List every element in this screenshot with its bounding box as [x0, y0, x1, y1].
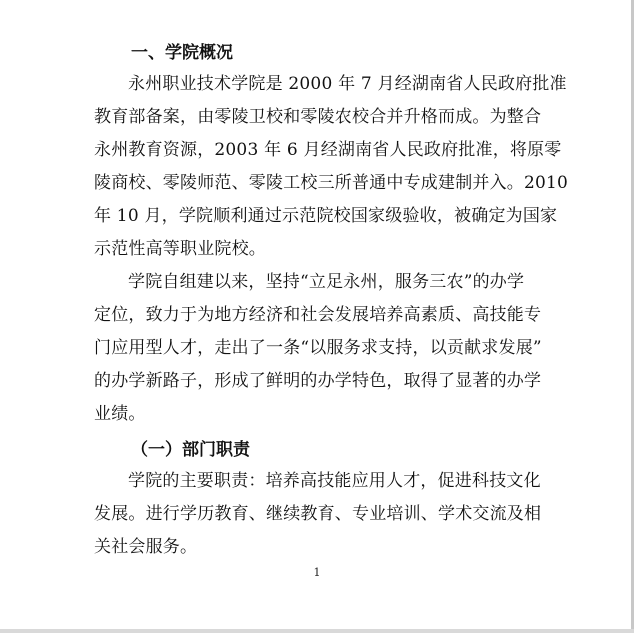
paragraph-line: 发展。进行学历教育、继续教育、专业培训、学术交流及相	[94, 504, 542, 524]
paragraph-line: 学院自组建以来，坚持“立足永州，服务三农”的办学	[128, 272, 525, 292]
paragraph-line: 关社会服务。	[94, 537, 198, 557]
paragraph-line: 示范性高等职业院校。	[94, 239, 266, 259]
paragraph-line: 的办学新路子，形成了鲜明的办学特色，取得了显著的办学	[94, 371, 542, 391]
paragraph-line: 永州职业技术学院是 2000 年 7 月经湖南省人民政府批准	[128, 74, 567, 94]
document-page	[94, 38, 569, 564]
page-number: 1	[313, 566, 321, 579]
paragraph-duties	[94, 465, 546, 564]
paragraph-line: 定位，致力于为地方经济和社会发展培养高素质、高技能专	[94, 305, 542, 325]
paragraph-mission	[94, 266, 546, 431]
paragraph-line: 学院的主要职责：培养高技能应用人才，促进科技文化	[128, 471, 541, 491]
paragraph-line: 年 10 月，学院顺利通过示范院校国家级验收，被确定为国家	[94, 206, 558, 226]
paragraph-line: 永州教育资源，2003 年 6 月经湖南省人民政府批准，将原零	[94, 140, 562, 160]
paragraph-line: 门应用型人才，走出了一条“以服务求支持，以贡献求发展”	[94, 338, 542, 358]
paragraph-overview	[94, 68, 569, 266]
bottom-border	[0, 629, 634, 633]
paragraph-line: 陵商校、零陵师范、零陵工校三所普通中专成建制并入。2010	[94, 173, 569, 193]
paragraph-line: 业绩。	[94, 404, 146, 424]
paragraph-line: 教育部备案，由零陵卫校和零陵农校合并升格而成。为整合	[94, 107, 542, 127]
subsection-heading: （一）部门职责	[131, 440, 250, 460]
section-heading: 一、学院概况	[131, 43, 233, 63]
